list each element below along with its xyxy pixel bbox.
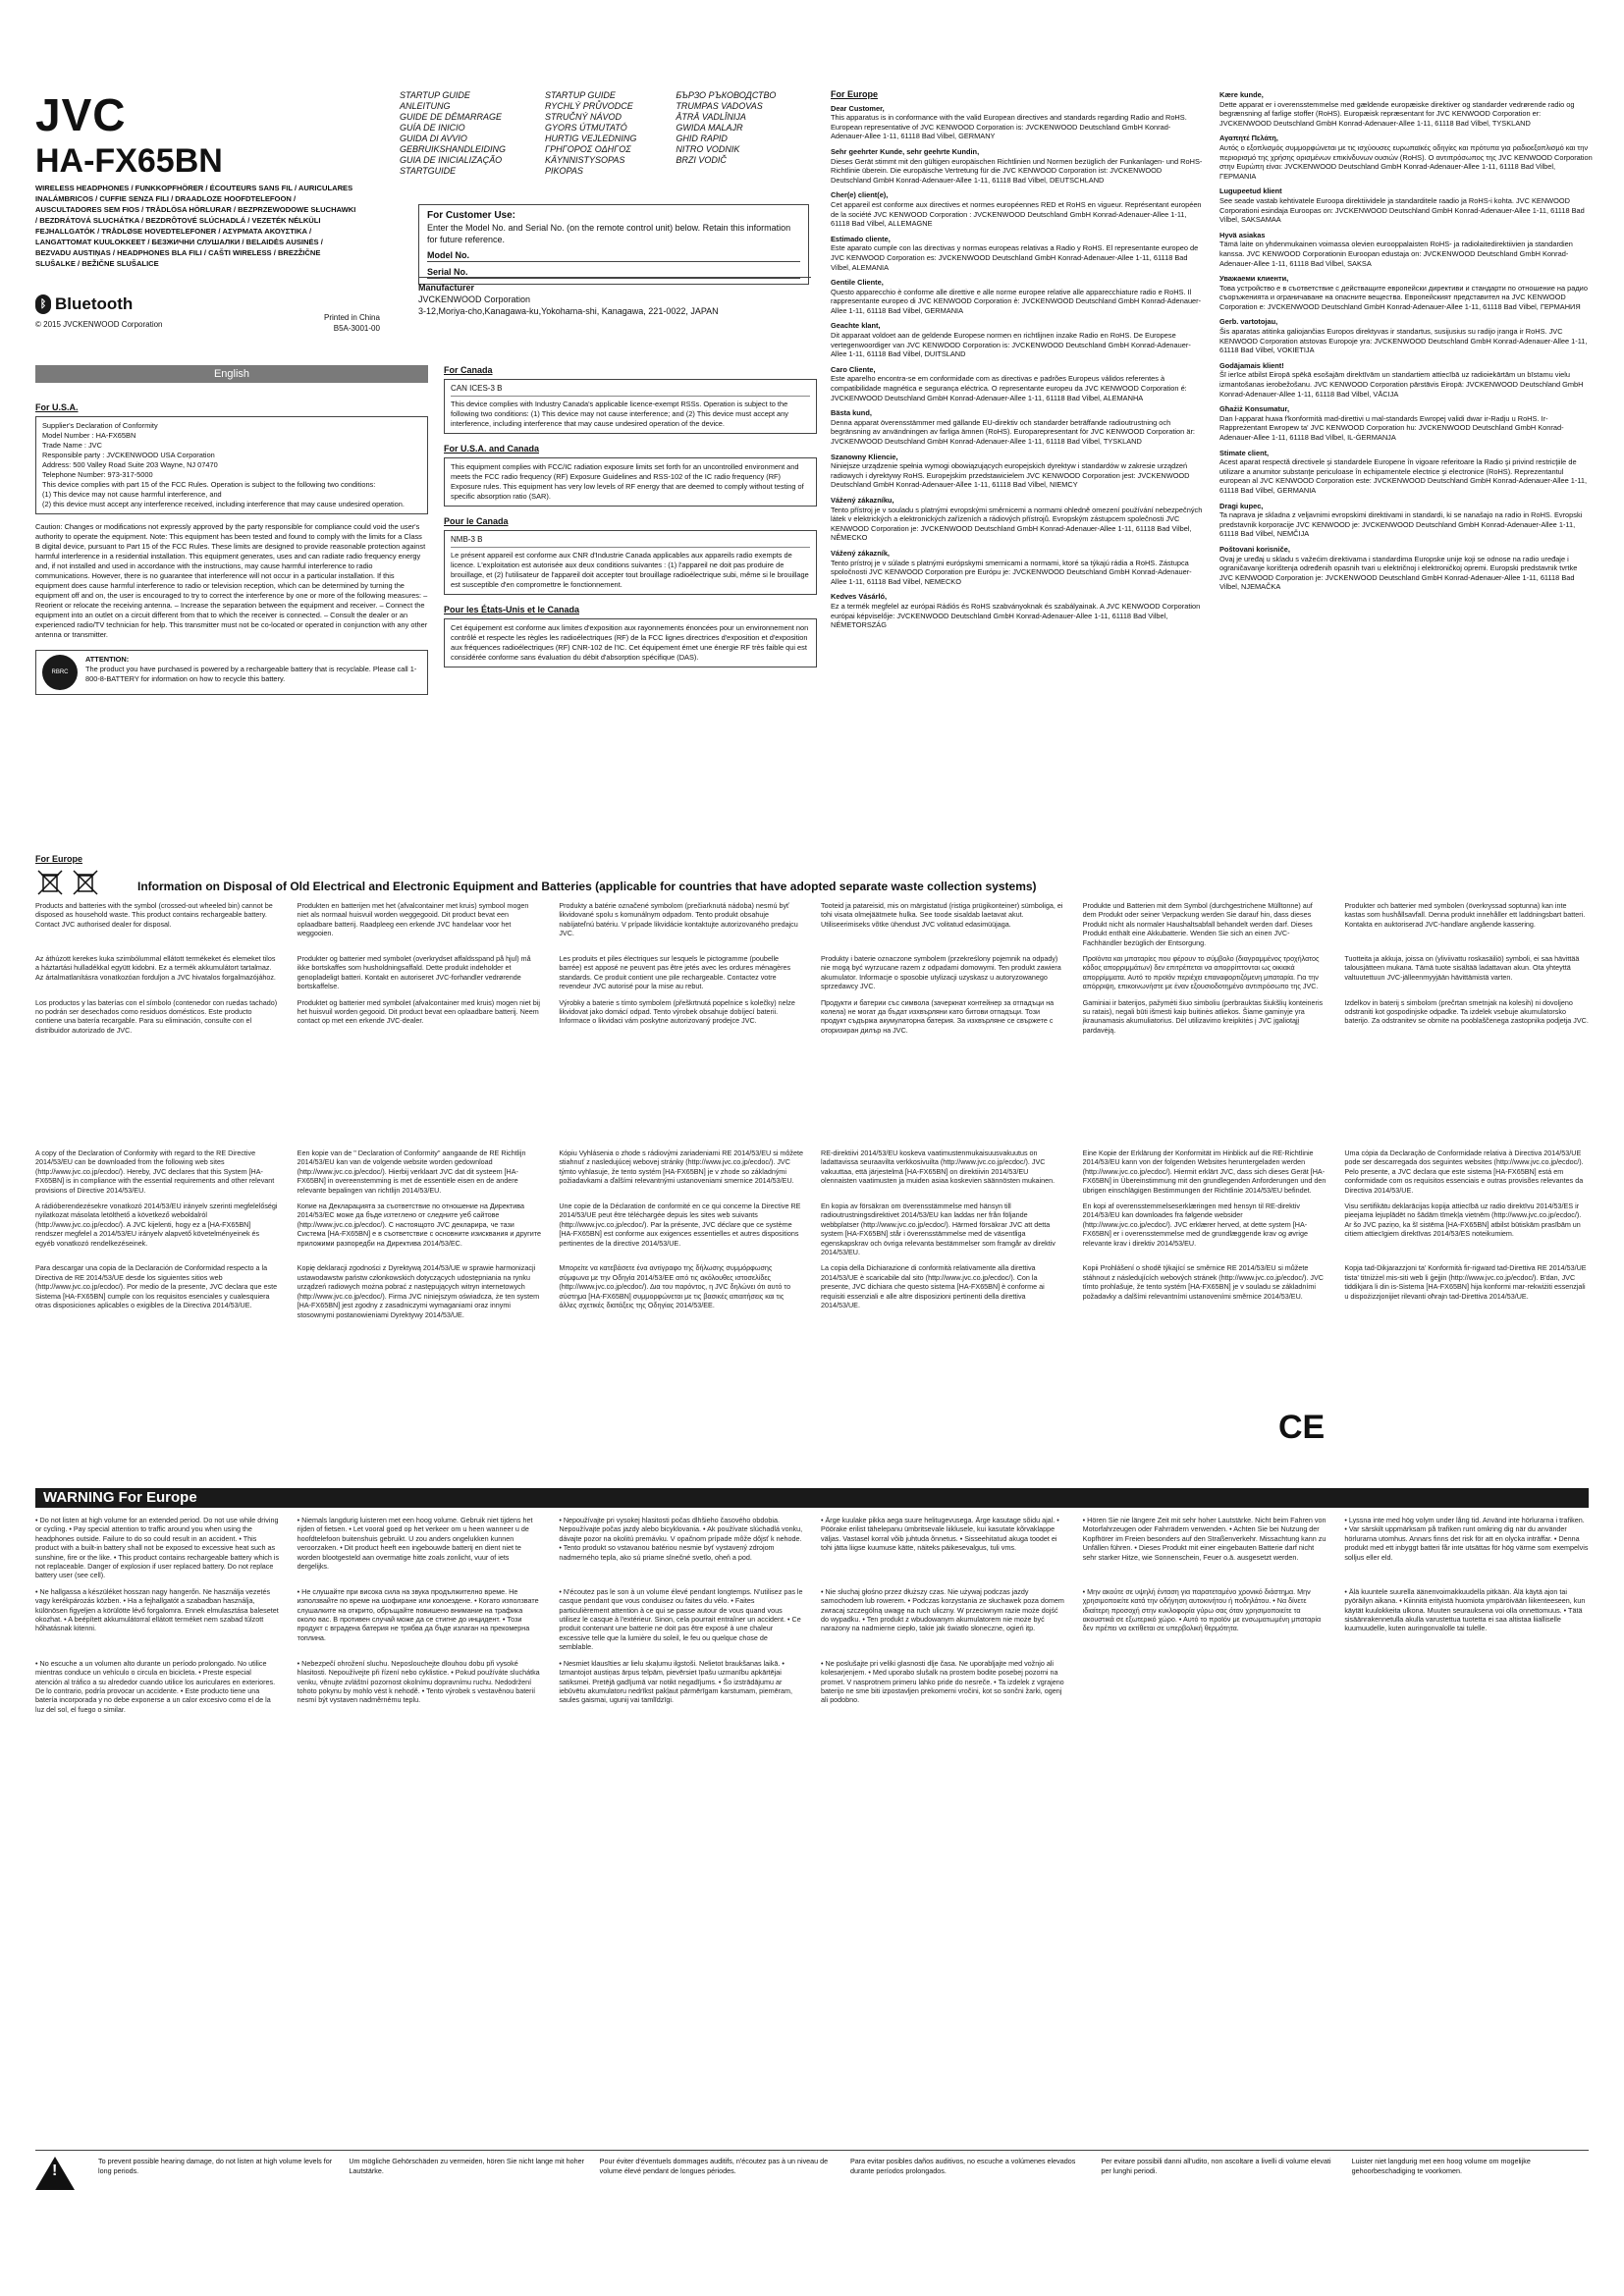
europe-entry-text: Tento přístroj je v souladu s platnými evropskými směrnicemi a normami ohledně omezení používání nebezpečných látek v elektrických a elektronických zařízeních a rádiových přístrojů. Evropským zástupcem společnosti JVC KENWOOD Corporation je: JVCKENWOOD Deutschland GmbH Konrad-Adenauer-Allee 1-11, 61118 Bad Vilbel, NĚMECKO <box>831 505 1203 543</box>
europe-entry-text: Niniejsze urządzenie spełnia wymogi obowiązujących europejskich dyrektyw i standardów w zakresie urządzeń radiowych i dyrektywy RoHS. Europejskim przedstawicielem JVC KENWOOD Corporation jest: JVCKENWOOD Deutschland GmbH Konrad-Adenauer-Allee 1-11, 61118 Bad Vilbel, NIEMCY <box>831 461 1190 490</box>
europe-entry-greeting: Szanowny Kliencie, <box>831 452 898 461</box>
europe-entry-greeting: Gerb. vartotojau, <box>1219 317 1278 327</box>
europe-entry-text: Denna apparat överensstämmer med gällande EU-direktiv och standarder beträffande radioutrustning och begränsning av användningen av farliga ämnen (RoHS). Europarepresentant för JVC KENWOOD Corporation är: JVCKENWOOD Deutschland GmbH Konrad-Adenauer-Allee 1-11, 61118 Bad Vilbel, TYSKLAND <box>831 417 1195 446</box>
disposal-paragraph: Produkty a batérie označené symbolom (prečiarknutá nádoba) nesmú byť likvidované spolu s komunálnym odpadom. Tento produkt obsahuje nabíjateľnú batériu. V prípade likvidácie kontaktujte autorizovaného predajcu JVC. <box>559 901 798 938</box>
europe-entry-text: Ta naprava je skladna z veljavnimi evropskimi direktivami in standardi, ki se nanašajo na radio in RoHS. Evropski predstavnik korporacije JVC KENWOOD je: JVCKENWOOD Deutschland GmbH Konrad-Adenauer-Allee 1-11, 61118 Bad Vilbel, NEMČIJA <box>1219 510 1583 539</box>
disposal-paragraph: Výrobky a baterie s tímto symbolem (přeškrtnutá popelnice s kolečky) nelze likvidovat jako domácí odpad. Tento výrobek obsahuje dobíjecí baterii. Informace o likvidaci vám poskytne autorizovaný prodejce JVC. <box>559 997 795 1026</box>
canada-section <box>444 365 817 677</box>
canada-box <box>444 379 817 434</box>
disposal-paragraph: Izdelkov in baterij s simbolom (prečrtan smetnjak na kolesih) ni dovoljeno odstraniti kot gospodinjske odpadke. Ta izdelek vsebuje akumulatorsko baterijo. Za odstranitev se obrnite na pooblaščenega zastopnika podjetja JVC. <box>1344 997 1589 1026</box>
usa-canada-box: This equipment complies with FCC/IC radiation exposure limits set forth for an uncontrolled environment and meets the FCC radio frequency (RF) Exposure Guidelines and RSS-102 of the IC radio frequency (RF) Exposure rules. This equipment has very low levels of RF energy that are deemed to comply without testing of specific absorption ratio (SAR). <box>444 457 817 507</box>
usa-heading: For U.S.A. <box>35 402 79 412</box>
europe-entry-greeting: Kære kunde, <box>1219 90 1264 99</box>
canada-text: This device complies with Industry Canada's applicable licence-exempt RSSs. Operation is subject to the following two conditions: (1) This device may not cause interference; and (2) This device must accept any interference, including interference that may cause undesired operation of the device. <box>451 400 788 428</box>
warning-paragraph: • Ne hallgassa a készüléket hosszan nagy hangerőn. Ne használja vezetés vagy kerékpározás közben. • Ha a fejhallgatót a szabadban használja, különösen figyeljen a körülötte lévő forgalomra. Ennek elmulasztása balesetet okozhat. • A beépített akkumulátorral ellátott terméket nem szabad túlzott hőhatásnak kitenni. <box>35 1586 279 1633</box>
europe-entry <box>1219 404 1593 442</box>
guide-title: GUIDA DI AVVIO <box>400 133 467 143</box>
language-bar-english: English <box>35 365 428 383</box>
canada-fr-heading: Pour le Canada <box>444 516 509 526</box>
europe-entry <box>1219 545 1593 592</box>
conformity-paragraph: A rádióberendezésekre vonatkozó 2014/53/EU irányelv szerinti megfelelőségi nyilatkozat másolata letölthető a következő weboldalról (http://www.jvc.co.jp/ecdoc/). A JVC kijelenti, hogy ez a [HA-FX65BN] rendszer megfelel a 2014/53/EU irányelv alapvető követelményeinek és egyéb vonatkozó rendelkezéseinek. <box>35 1201 278 1248</box>
europe-entry-greeting: Kedves Vásárló, <box>831 592 888 602</box>
manufacturer-address: 3-12,Moriya-cho,Kanagawa-ku,Yokohama-shi, Kanagawa, 221-0022, JAPAN <box>418 306 719 316</box>
guide-title: GUÍA DE INICIO <box>400 123 465 133</box>
guide-title: STRUČNÝ NÁVOD <box>545 112 623 122</box>
europe-entry-text: Това устройство е в съответствие с действащите европейски директиви и стандарти по отношение на радио съоръженията и ограничаване на опасните вещества. Европейският представител на JVC KENWOOD Corporation е: JVCKENWOOD Deutschland GmbH Konrad-Adenauer-Allee 1-11, 61118 Bad Vilbel, ГЕРМАНИЯ <box>1219 283 1588 311</box>
disposal-text-grid <box>35 901 1589 1041</box>
canada-fr-text: Le présent appareil est conforme aux CNR d'Industrie Canada applicables aux appareils radio exempts de licence. L'exploitation est autorisée aux deux conditions suivantes : (1) l'appareil ne doit pas produire de brouillage, et (2) l'utilisateur de l'appareil doit accepter tout brouillage radioélectrique subi, même si le brouillage est susceptible d'en compromettre le fonctionnement. <box>451 551 809 589</box>
warning-paragraph: • Do not listen at high volume for an extended period. Do not use while driving or cycling. • Pay special attention to traffic around you when using the headphones outside. Failure to do so could result in an accident. • This product with a built-in battery shall not be exposed to excessive heat such as sunshine, fire or the like. • This product contains rechargeable battery which is not replaceable. Danger of explosion if user replaced battery. Do not replace battery user (see cell). <box>35 1516 280 1580</box>
conformity-paragraph: Kópiu Vyhlásenia o zhode s rádiovými zariadeniami RE 2014/53/EU si môžete stiahnuť z nasledujúcej webovej stránky (http://www.jvc.co.jp/ecdoc/). JVC týmto vyhlasuje, že tento systém [HA-FX65BN] je v zhode so základnými požiadavkami a ďalšími relevantnými ustanoveniami smernice 2014/53/EU. <box>559 1148 803 1186</box>
hearing-warning-text: Luister niet langdurig met een hoog volume om mogelijke gehoorbeschadiging te voorkomen. <box>1351 2157 1531 2175</box>
bluetooth-logo <box>35 294 133 314</box>
attention-title: ATTENTION: <box>85 655 130 664</box>
disposal-paragraph: Produkter och batterier med symbolen (överkryssad soptunna) kan inte kastas som hushållsavfall. Denna produkt innehåller ett laddningsbart batteri. Kontakta en auktoriserad JVC-handlare angående kassering. <box>1344 901 1586 929</box>
europe-entry-greeting: Poštovani korisniče, <box>1219 544 1290 554</box>
guide-title: TRUMPAS VADOVAS <box>676 101 763 111</box>
guide-title: STARTUP GUIDE <box>400 90 470 100</box>
guide-title: БЪРЗО РЪКОВОДСТВО <box>676 90 777 100</box>
warning-paragraph: • Nesmiet klausīties ar lielu skaļumu ilgstoši. Nelietot braukšanas laikā. • Izmantojot austiņas ārpus telpām, pievērsiet īpašu uzmanību apkārtējai satiksmei. Pretējā gadījumā var notikt negadījums. • Šo izstrādājumu ar iebūvētu akumulatoru nedrīkst pakļaut pārmērīgam karstumam, piemēram, saules gaismai, ugunij vai tamlīdzīgi. <box>559 1658 793 1705</box>
warning-text-grid <box>35 1516 1589 1721</box>
europe-entry-text: Šis aparatas atitinka galiojančias Europos direktyvas ir standartus, susijusius su radijo įranga ir RoHS. JVC KENWOOD Corporation atstovas Europoje yra: JVCKENWOOD Deutschland GmbH Konrad-Adenauer-Allee 1-11, 61118 Bad Vilbel, VOKIETIJA <box>1219 327 1588 355</box>
hearing-warning-text: Per evitare possibili danni all'udito, non ascoltare a livelli di volume elevati per lunghi periodi. <box>1101 2157 1331 2175</box>
printed-info <box>324 312 380 334</box>
europe-entry-greeting: Geachte klant, <box>831 321 881 331</box>
conformity-paragraph: Une copie de la Déclaration de conformité en ce qui concerne la Directive RE 2014/53/UE peut être téléchargée depuis les sites web suivants (http://www.jvc.co.jp/ecdoc/). Par la présente, JVC déclare que ce système [HA-FX65BN] est conforme aux exigences essentielles et autres dispositions pertinentes de la directive 2014/53/UE. <box>559 1201 801 1248</box>
crossed-battery-bin-icon <box>71 870 100 895</box>
warning-paragraph: • N'écoutez pas le son à un volume élevé pendant longtemps. N'utilisez pas le casque pendant que vous conduisez ou faites du vélo. • Faites particulièrement attention à ce qui se passe autour de vous quand vous utilisez le casque à l'extérieur. Sinon, cela pourrait entraîner un accident. • Ce produit contenant une batterie ne doit pas être exposé à une chaleur excessive telle que la lumière du soleil, le feu ou quelque chose de semblable. <box>559 1586 803 1652</box>
guide-title: GYORS ÚTMUTATÓ <box>545 123 627 133</box>
europe-entry <box>1219 317 1593 354</box>
europe-entry-greeting: Għażiż Konsumatur, <box>1219 404 1290 414</box>
disposal-paragraph: Продукти и батерии със символа (зачеркнат контейнер за отпадъци на колела) не могат да бъдат изхвърляни като битови отпадъци. Този продукт съдържа акумулаторна батерия. За изхвърляне се свържете с оторизиран дилър на JVC. <box>821 997 1055 1035</box>
europe-entry-text: Tento prístroj je v súlade s platnými európskymi smernicami a normami, ktoré sa týkajú rádia a RoHS. Zástupca spoločnosti JVC KENWOOD Corporation pre Európu je: JVCKENWOOD Deutschland GmbH Konrad-Adenauer-Allee 1-11, 61118 Bad Vilbel, NEMECKO <box>831 558 1192 586</box>
canada-ices-id: CAN ICES-3 B <box>451 384 810 397</box>
europe-entry-greeting: Sehr geehrter Kunde, sehr geehrte Kundin, <box>831 146 980 156</box>
europe-entry-greeting: Vážený zákazník, <box>831 548 890 558</box>
attention-text: The product you have purchased is powered by a rechargeable battery that is recyclable. Please call 1-800-8-BATTERY for information on how to recycle this battery. <box>85 665 417 683</box>
guide-title: ANLEITUNG <box>400 101 451 111</box>
guide-title: PIKOPAS <box>545 166 583 176</box>
guide-title: RYCHLÝ PRŮVODCE <box>545 101 633 111</box>
disposal-europe-heading: For Europe <box>35 854 83 864</box>
conformity-paragraph: Para descargar una copia de la Declaración de Conformidad respecto a la Directiva de RE 2014/53/UE desde los siguientes sitios web (http://www.jvc.co.jp/ecdoc/). Por medio de la presente, JVC declara que este Sistema [HA-FX65BN] cumple con los requisitos esenciales y cualesquiera otras disposiciones aplicables o exigibles de la Directiva 2014/53/UE. <box>35 1263 278 1310</box>
europe-entry-text: Ez a termék megfelel az európai Rádiós és RoHS szabványoknak és szabályainak. A JVC KENWOOD Corporation európai képviselője: JVCKENWOOD Deutschland GmbH Konrad-Adenauer-Allee 1-11, 61118 Bad Vilbel, NÉMETORSZÁG <box>831 601 1201 630</box>
europe-entry <box>1219 133 1593 181</box>
europe-entry-greeting: Stimate client, <box>1219 448 1270 457</box>
europe-entry-text: Tämä laite on yhdenmukainen voimassa olevien eurooppalaisten RoHS- ja radiolaitedirektiivien ja standardien kanssa. JVC KENWOOD Corporationin Euroopan edustaja on: JVCKENWOOD Deutschland GmbH Konrad-Adenauer-Allee 1-11, 61118 Bad Vilbel, SAKSA <box>1219 240 1573 268</box>
guide-title: ĀTRĀ VADLĪNIJA <box>676 112 746 122</box>
model-number: HA-FX65BN <box>35 142 223 180</box>
europe-entry-text: Este aparelho encontra-se em conformidade com as directivas e padrões Europeus válidos referentes à compatibilidade magnética e segurança eléctrica. O representante europeu da JVC KENWOOD Corporation é: JVCKENWOOD Deutschland GmbH Konrad-Adenauer-Allee 1-11, 61118 Bad Vilbel, ALEMANHA <box>831 374 1187 402</box>
disposal-paragraph: Az áthúzott kerekes kuka szimbólummal ellátott termékeket és elemeket tilos a háztartási hulladékkal együtt kidobni. Ez a termék akkumulátort tartalmaz. Az ártalmatlanításra vonatkozóan forduljon a JVC hivatalos forgalmazójához. <box>35 954 276 982</box>
disposal-paragraph: Los productos y las baterías con el símbolo (contenedor con ruedas tachado) no podrán ser desechados como residuos domésticos. Este producto contiene una batería recargable. Para su eliminación, consulte con el distribuidor autorizado de JVC. <box>35 997 278 1035</box>
warning-paragraph: • Μην ακούτε σε υψηλή ένταση για παρατεταμένο χρονικό διάστημα. Μην χρησιμοποιείτε κατά την οδήγηση αυτοκινήτου ή ποδηλάτου. • Να δίνετε ιδιαίτερη προσοχή στην κυκλοφορία γύρω σας όταν χρησιμοποιείτε τα ακουστικά σε εξωτερικό χώρο. • Αυτό το προϊόν με ενσωματωμένη μπαταρία δεν πρέπει να εκτίθεται σε υπερβολική θερμότητα. <box>1082 1586 1322 1633</box>
conformity-paragraph: La copia della Dichiarazione di conformità relativamente alla direttiva 2014/53/UE è scaricabile dal sito (http://www.jvc.co.jp/ecdoc/). Con la presente, JVC dichiara che questo sistema [HA-FX65BN] è conforme ai requisiti essenziali e alle altre disposizioni pertinenti della direttiva 2014/53/UE. <box>821 1263 1045 1310</box>
disposal-paragraph: Produktet og batterier med symbolet (afvalcontainer med kruis) mogen niet bij het huisvuil worden gegooid. Dit product bevat een oplaadbare batterij. Neem contact op met een erkende JVC-dealer. <box>297 997 540 1026</box>
europe-entry-greeting: Lugupeetud klient <box>1219 187 1282 196</box>
warning-paragraph: • Не слушайте при висока сила на звука продължително време. Не използвайте по време на шофиране или колоездене. • Когато използвате слушалките на открито, обръщайте повишено внимание на трафика около вас. В противен случай може да се стигне до инцидент. • Този продукт с вградена батерия не трябва да бъде излаган на прекомерна топлина. <box>297 1586 539 1642</box>
warning-paragraph: • Hören Sie nie längere Zeit mit sehr hoher Lautstärke. Nicht beim Fahren von Motorfahrzeugen oder Fahrrädern verwenden. • Achten Sie bei Nutzung der Kopfhörer im Freien besonders auf den Straßenverkehr. Missachtung kann zu Unfällen führen. • Dieses Produkt mit einer eingebauten Batterie darf nicht sehr starker Hitze, wie Sonnenschein, Feuer o.ä. ausgesetzt werden. <box>1082 1516 1326 1562</box>
europe-entry <box>831 496 1204 543</box>
europe-entry <box>831 453 1204 490</box>
canada-fr-box <box>444 530 817 595</box>
copyright: © 2015 JVCKENWOOD Corporation <box>35 320 163 329</box>
conformity-paragraph: Een kopie van de " Declaration of Conformity" aangaande de RE Richtlijn 2014/53/EU kan van de volgende website worden gedownload (http://www.jvc.co.jp/ecdoc/). Hierbij verklaart JVC dat dit systeem [HA-FX65BN] in overeenstemming is met de essentiële eisen en de andere relevante bepalingen van richtlijn 2014/53/EU. <box>297 1148 526 1195</box>
disposal-paragraph: Les produits et piles électriques sur lesquels le pictogramme (poubelle barrée) est apposé ne peuvent pas être jetés avec les ordures ménagères standards. Ce produit contient une pile rechargeable. Contactez votre revendeur JVC autorisé pour la mise au rebut. <box>559 954 791 991</box>
serial-no-field: Serial No. <box>427 266 800 279</box>
europe-entry <box>831 190 1204 228</box>
disposal-paragraph: Products and batteries with the symbol (crossed-out wheeled bin) cannot be disposed as household waste. This product contains rechargeable battery. Contact JVC authorised dealer for disposal. <box>35 901 273 929</box>
guide-title: HURTIG VEJLEDNING <box>545 133 637 143</box>
conformity-paragraph: Μπορείτε να κατεβάσετε ένα αντίγραφο της δήλωσης συμμόρφωσης σύμφωνα με την Οδηγία 2014/53/ΕΕ από τις ακόλουθες ιστοσελίδες (http://www.jvc.co.jp/ecdoc/). Δια του παρόντος, η JVC δηλώνει ότι αυτό το σύστημα [HA-FX65BN] συμμορφώνεται με τις βασικές απαιτήσεις και τις άλλες σχετικές διατάξεις της Οδηγίας 2014/53/ΕΕ. <box>559 1263 791 1310</box>
warning-europe-bar: WARNING For Europe <box>35 1488 1589 1508</box>
conformity-paragraph: A copy of the Declaration of Conformity with regard to the RE Directive 2014/53/EU can be downloaded from the following web sites (http://www.jvc.co.jp/ecdoc/). Hereby, JVC declares that this System [HA-FX65BN] is in compliance with the essential requirements and other relevant provisions of Directive 2014/53/EU. <box>35 1148 275 1195</box>
manufacturer-name: JVCKENWOOD Corporation <box>418 294 531 304</box>
disposal-paragraph: Produkten en batterijen met het (afvalcontainer met kruis) symbool mogen niet als normaal huisvuil worden weggegooid. Dit product bevat een oplaadbare batterij. Raadpleeg een erkende JVC handelaar voor het weggooien. <box>297 901 529 938</box>
recycle-battery-icon: RBRC <box>42 655 78 690</box>
guide-column-3 <box>676 90 776 177</box>
disposal-paragraph: Produkter og batterier med symbolet (overkrydset affaldsspand på hjul) må ikke bortskaffes som husholdningsaffald. Dette produkt indeholder et genopladeligt batteri. Kontakt en autoriseret JVC-forhandler vedrørende bortskaffelse. <box>297 954 531 991</box>
printed-country: Printed in China <box>324 313 380 322</box>
battery-attention <box>35 650 428 695</box>
europe-entry-text: See seade vastab kehtivatele Euroopa direktiividele ja standarditele raadio ja RoHS-i kohta. JVC KENWOOD Corporationi esindaja Euroopas on: JVCKENWOOD Deutschland GmbH Konrad-Adenauer-Allee 1-11, 61118 Bad Vilbel, SAKSAMAA <box>1219 195 1585 225</box>
warning-paragraph: • Nepoužívajte pri vysokej hlasitosti počas dlhšieho časového obdobia. Nepoužívajte počas jazdy alebo bicyklovania. • Ak používate slúchadlá vonku, dávajte pozor na okolitú premávku. V opačnom prípade môže dôjsť k nehode. • Tento produkt so vstavanou batériou nesmie byť vystavený zdrojom nadmerného tepla, ako sú priame slnečné svetlo, oheň a pod. <box>559 1516 803 1562</box>
europe-entry-text: Acest aparat respectă directivele şi standardele Europene în vigoare referitoare la Radio şi privind restricţiile de utilizare a anumitor substanţe periculoase în echipamentele electrice şi electronice (RoHS). Reprezentantul european al JVC KENWOOD Corporation este: JVCKENWOOD Deutschland GmbH Konrad-Adenauer-Allee 1-11, 61118 Bad Vilbel, GERMANIA <box>1219 457 1588 495</box>
conformity-paragraph: Kopii Prohlášení o shodě týkající se směrnice RE 2014/53/EU si můžete stáhnout z následujících webových stránek (http://www.jvc.co.jp/ecdoc/). JVC tímto prohlašuje, že tento systém [HA-FX65BN] je v souladu se základními požadavky a dalšími relevantními ustanoveními směrnice 2014/53/EU. <box>1082 1263 1324 1301</box>
disposal-paragraph: Produkte und Batterien mit dem Symbol (durchgestrichene Mülltonne) auf dem Produkt oder seiner Verpackung werden Sie darauf hin, dass dieses Produkt nicht als normaler Haushaltsabfall behandelt werden darf. Dieses Produkt enthält eine Akkubatterie. Wenden Sie sich an einen JVC-Fachhändler bezüglich der Entsorgung. <box>1082 901 1313 947</box>
canada-nmb-id: NMB-3 B <box>451 535 810 548</box>
hearing-warning-text: Um mögliche Gehörschäden zu vermeiden, hören Sie nicht lange mit hoher Lautstärke. <box>349 2157 585 2175</box>
europe-entry-text: Ovaj je uređaj u skladu s važećim direktivama i standardima Europske unije koji se odnose na radio uređaje i ograničavanje korištenja određenih opasnih tvari u električnoj i elektroničkoj opremi. Europski predstavnik tvrtke JVC KENWOOD Corporation je: JVCKENWOOD Deutschland GmbH Konrad-Adenauer-Allee 1-11, 61118 Bad Vilbel, NJEMAČKA <box>1219 554 1578 592</box>
europe-entry <box>831 549 1204 586</box>
guide-titles <box>400 90 776 177</box>
usa-section <box>35 402 428 695</box>
europe-entry <box>831 147 1204 185</box>
europe-entry-greeting: Bästa kund, <box>831 408 872 418</box>
europe-entry-text: This apparatus is in conformance with the valid European directives and standards regarding Radio and RoHS. European representative of JVC KENWOOD Corporation is: JVCKENWOOD Deutschland GmbH Konrad-Adenauer-Allee 1-11, 61118 Bad Vilbel, GERMANY <box>831 113 1187 141</box>
europe-entry-text: Cet appareil est conforme aux directives et normes européennes RED et RoHS en vigueur. Représentant européen de la société JVC KENWOOD Corporation : JVCKENWOOD Deutschland GmbH Konrad-Adenauer-Allee 1-11, 61118 Bad Vilbel, ALLEMAGNE <box>831 199 1202 229</box>
conformity-paragraph: En kopia av försäkran om överensstämmelse med hänsyn till radioutrustningsdirektivet 2014/53/EU kan laddas ner från följande webbplatser (http://www.jvc.co.jp/ecdoc/). Härmed försäkrar JVC att detta system [HA-FX65BN] står i överensstämmelse med de väsentliga egenskapskrav och övriga relevanta bestämmelser som framgår av direktiv 2014/53/EU. <box>821 1201 1056 1257</box>
customer-use-title: For Customer Use: <box>427 210 516 221</box>
crossed-bin-icon <box>35 870 65 895</box>
conformity-paragraph: Uma cópia da Declaração de Conformidade relativa à Directiva 2014/53/UE pode ser descarregada dos seguintes websites (http://www.jvc.co.jp/ecdoc/). Pelo presente, a JVC declara que este sistema [HA-FX65BN] está em conformidade com os requisitos essenciais e outras provisões relevantes da Directiva 2014/53/UE. <box>1344 1148 1584 1195</box>
europe-entry <box>1219 187 1593 224</box>
disposal-paragraph: Produkty i baterie oznaczone symbolem (przekreślony pojemnik na odpady) nie mogą być wyrzucane razem z odpadami domowymi. Ten produkt zawiera akumulator. Informacje o sposobie utylizacji uzyskasz u autoryzowanego sprzedawcy JVC. <box>821 954 1061 991</box>
europe-entry <box>1219 502 1593 539</box>
warning-triangle-icon: ! <box>35 2157 75 2190</box>
europe-entry-text: Šī ierīce atbilst Eiropā spēkā esošajām direktīvām un standartiem attiecībā uz radioiekārtām un bīstamu vielu izmantošanas ierobežošanu. JVC KENWOOD Corporation pārstāvis Eiropā: JVCKENWOOD Deutschland GmbH Konrad-Adenauer-Allee 1-11, 61118 Bad Vilbel, VĀCIJA <box>1219 370 1584 399</box>
hearing-warning-text: Para evitar posibles daños auditivos, no escuche a volúmenes elevados durante períodos prolongados. <box>849 2157 1076 2175</box>
disposal-paragraph: Προϊόντα και μπαταρίες που φέρουν το σύμβολο (διαγραμμένος τροχήλατος κάδος απορριμμάτων) δεν επιτρέπεται να απορρίπτονται ως οικιακά απορρίμματα. Αυτό το προϊόν περιέχει επαναφορτιζόμενη μπαταρία. Για την απόρριψη, επικοινωνήστε με έναν εξουσιοδοτημένο αντιπρόσωπο της JVC. <box>1082 954 1320 991</box>
supplier-declaration: Supplier's Declaration of Conformity Model Number : HA-FX65BN Trade Name : JVC Responsible party : JVCKENWOOD USA Corporation Address: 500 Valley Road Suite 203 Wayne, NJ 07470 Telephone Number: 973-317-5000 This device complies with part 15 of the FCC Rules. Operation is subject to the following two conditions: (1) This device may not cause harmful interference, and (2) this device must accept any interference received, including interference that may cause undesired operation. <box>35 416 428 514</box>
brand-logo: JVC <box>35 89 127 140</box>
conformity-paragraph: RE-direktiivi 2014/53/EU koskeva vaatimustenmukaisuusvakuutus on ladattavissa seuraavilta verkkosivuilta (http://www.jvc.co.jp/ecdoc/). JVC vakuuttaa, että järjestelmä [HA-FX65BN] on direktiivin 2014/53/EU olennaisten vaatimusten ja muiden asiaa koskevien säännösten mukainen. <box>821 1148 1056 1186</box>
europe-entry-text: Αυτός ο εξοπλισμός συμμορφώνεται με τις ισχύουσες ευρωπαϊκές οδηγίες και πρότυπα για ραδιοεξοπλισμό και την περιορισμό της χρήσης ορισμένων επικίνδυνων ουσιών (RoHS). Ο αντιπρόσωπος της JVC KENWOOD Corporation στην Ευρώπη είναι: JVCKENWOOD Deutschland GmbH Konrad-Adenauer-Allee 1-11, 61118 Bad Vilbel, ΓΕΡΜΑΝΙΑ <box>1219 142 1593 181</box>
warning-paragraph: • Niemals langdurig luisteren met een hoog volume. Gebruik niet tijdens het rijden of fietsen. • Let vooral goed op het verkeer om u heen wanneer u de hoofdtelefoon buitenshuis gebruikt. U zou anders ongelukken kunnen veroorzaken. • Dit product heeft een ingebouwde batterij en dient niet te worden blootgesteld aan overmatige hitte zoals zonlicht, vuur of iets dergelijks. <box>297 1516 533 1572</box>
warning-paragraph: • No escuche a un volumen alto durante un período prolongado. No utilice mientras conduce un vehículo o circula en bicicleta. • Preste especial atención al tráfico a su alrededor cuando utilice los auriculares en exteriores. De lo contrario, podría provocar un accidente. • Este producto tiene una batería incorporada y no debe exponerse a un calor excesivo como el de la luz del sol, el fuego o similar. <box>35 1658 276 1714</box>
europe-entry <box>831 235 1204 272</box>
usa-canada-fr-box: Cet équipement est conforme aux limites d'exposition aux rayonnements énoncées pour un environnement non contrôlé et respecte les règles les radioélectriques (RF) de la FCC lignes directrices d'exposition et d'exposition aux fréquences radioélectriques (RF) CNR-102 de l'IC. Cet équipement émet une énergie RF très faible qui est considérée conforme sans évaluation du débit d'absorption spécifique (DAS). <box>444 618 817 667</box>
europe-entry-greeting: Cher(e) client(e), <box>831 190 889 200</box>
disposal-paragraph: Tooteid ja patareisid, mis on märgistatud (ristiga prügikonteiner) sümboliga, ei tohi visata olmejäätmete hulka. See toode sisaldab laetavat akut. Utiliseerimiseks võtke ühendust JVC volitatud edasimüüjaga. <box>821 901 1063 929</box>
warning-paragraph: • Nie słuchaj głośno przez dłuższy czas. Nie używaj podczas jazdy samochodem lub rowerem. • Podczas korzystania ze słuchawek poza domem zwracaj szczególną uwagę na ruch uliczny. W przeciwnym razie może dojść do wypadku. • Ten produkt z wbudowanym akumulatorem nie może być narażony na nadmierne ciepło, takie jak światło słoneczne, ogień itp. <box>821 1586 1064 1633</box>
guide-title: BRZI VODIČ <box>676 155 727 165</box>
guide-title: GHID RAPID <box>676 133 728 143</box>
europe-entry <box>831 321 1204 358</box>
conformity-paragraph: Kopię deklaracji zgodności z Dyrektywą 2014/53/UE w sprawie harmonizacji ustawodawstw państw członkowskich dotyczących udostępniania na rynku urządzeń radiowych można pobrać z następujących witryn internetowych (http://www.jvc.co.jp/ecdoc/). Firma JVC niniejszym oświadcza, że ten system [HA-FX65BN] jest zgodny z zasadniczymi wymaganiami oraz innymi stosownymi postanowieniami Dyrektywy 2014/53/UE. <box>297 1263 540 1319</box>
usa-canada-heading: For U.S.A. and Canada <box>444 444 540 454</box>
guide-title: STARTUP GUIDE <box>545 90 616 100</box>
fcc-caution: Caution: Changes or modifications not expressly approved by the party responsible for compliance could void the user's authority to operate the equipment. Note: This equipment has been tested and found to comply with the limits for a Class B digital device, pursuant to Part 15 of the FCC Rules. These limits are designed to provide reasonable protection against harmful interference in a residential installation. This equipment generates, uses and can radiate radio frequency energy and, if not installed and used in accordance with the instructions, may cause harmful interference to radio communications. However, there is no guarantee that interference will not occur in a particular installation. If this equipment does cause harmful interference to radio or television reception, which can be determined by turning the equipment off and on, the user is encouraged to try to correct the interference by one or more of the following measures: – Reorient or relocate the receiving antenna. – Increase the separation between the equipment and receiver. – Connect the equipment into an outlet on a circuit different from that to which the receiver is connected. – Consult the dealer or an experienced radio/TV technician for help. This transmitter must not be co-located or operated in conjunction with any other antenna or transmitter. <box>35 522 428 639</box>
manufacturer-title: Manufacturer <box>418 283 475 293</box>
europe-entry-greeting: Estimado cliente, <box>831 234 891 243</box>
guide-column-1 <box>400 90 506 177</box>
crossed-bin-icons <box>35 870 134 895</box>
model-no-field: Model No. <box>427 249 800 262</box>
document-code: B5A-3001-00 <box>333 324 380 333</box>
ce-mark: CE <box>1278 1409 1326 1446</box>
europe-column-2 <box>1219 90 1593 598</box>
customer-use-box <box>418 204 809 285</box>
hearing-warning-text: To prevent possible hearing damage, do not listen at high volume levels for long periods. <box>98 2157 333 2175</box>
warning-paragraph: • Ne poslušajte pri veliki glasnosti dlje časa. Ne uporabljajte med vožnjo ali kolesarjenjem. • Med uporabo slušalk na prostem bodite posebej pozorni na promet. V nasprotnem primeru lahko pride do nesreče. • Ta izdelek z vgrajeno baterijo ne sme biti izpostavljen prekomerni vročini, kot so sončni žarki, ogenj ali podobno. <box>821 1658 1064 1705</box>
europe-entry <box>831 104 1204 141</box>
europe-entry-greeting: Godājamais klient! <box>1219 360 1284 370</box>
europe-entry-greeting: Dear Customer, <box>831 103 885 113</box>
warning-paragraph: • Älä kuuntele suurella äänenvoimakkuudella pitkään. Älä käytä ajon tai pyöräilyn aikana. • Kiinnitä erityistä huomiota ympäröivään liikenteeseen, kun käytät kuulokkeita ulkona. Muuten seurauksena voi olla onnettomuus. • Tätä sisäänrakennetulla akulla varustettua tuotetta ei saa altistaa liialliselle kuumuudelle, kuten auringonvalolle tai tulelle. <box>1344 1586 1586 1633</box>
guide-title: GUIA DE INICIALIZAÇÃO <box>400 155 503 165</box>
disposal-paragraph: Tuotteita ja akkuja, joissa on (yliviivattu roskasäiliö) symboli, ei saa hävittää talousjätteen mukana. Tämä tuote sisältää ladattavan akun. Ota yhteyttä valtuutettuun JVC-jälleenmyyjään hävittämistä varten. <box>1344 954 1580 982</box>
guide-title: GUIDE DE DÉMARRAGE <box>400 112 503 122</box>
europe-entry-greeting: Gentile Cliente, <box>831 278 884 288</box>
guide-title: NITRO VODNIK <box>676 144 740 154</box>
conformity-paragraph: Visu sertifikātu deklarācijas kopija attiecībā uz radio direktīvu 2014/53/ES ir pieejama lejuplādēt no šādām tīmekļa vietnēm (http://www.jvc.co.jp/ecdoc/). Ar šo JVC paziņo, ka šī sistēma [HA-FX65BN] atbilst būtiskām prasībām un citiem attiecīgiem direktīvas 2014/53/ES noteikumiem. <box>1344 1201 1582 1239</box>
europe-entry-greeting: Dragi kupec, <box>1219 501 1264 510</box>
europe-entry <box>1219 449 1593 496</box>
customer-use-text: Enter the Model No. and Serial No. (on the remote control unit) below. Retain this information for future reference. <box>427 223 791 244</box>
europe-entry-text: Dit apparaat voldoet aan de geldende Europese normen en richtlijnen inzake Radio en RoHS. De Europese vertegenwoordiger van JVC KENWOOD Corporation is: JVCKENWOOD Deutschland GmbH Konrad-Adenauer-Allee 1-11, 61118 Bad Vilbel, DUITSLAND <box>831 331 1191 359</box>
europe-entry-greeting: Vážený zákazníku, <box>831 495 894 505</box>
canada-heading: For Canada <box>444 365 493 375</box>
conformity-paragraph: Копие на Декларацията за съответствие по отношение на Директива 2014/53/ЕС може да бъде изтеглено от следните уеб сайтове (http://www.jvc.co.jp/ecdoc/). С настоящото JVC декларира, че тази Система [HA-FX65BN] е в съответствие с основните изисквания и другите приложими разпоредби на Директива 2014/53/ЕС. <box>297 1201 541 1248</box>
hearing-warning-text: Pour éviter d'éventuels dommages auditifs, n'écoutez pas à un niveau de volume élevé pendant de longues périodes. <box>599 2157 829 2175</box>
europe-entry-text: Dan l-apparat huwa f'konformità mad-direttivi u mal-standards Ewropej validi dwar ir-Radju u RoHS. Ir-Rappreżentant Ewropew ta' JVC KENWOOD Corporation hu: JVCKENWOOD Deutschland GmbH Konrad-Adenauer-Allee 1-11, 61118 Bad Vilbel, IL-ĠERMANJA <box>1219 413 1564 442</box>
conformity-paragraph: En kopi af overensstemmelseserklæringen med hensyn til RE-direktiv 2014/53/EU kan downloades fra følgende websider (http://www.jvc.co.jp/ecdoc/). JVC erklærer herved, at dette system [HA-FX65BN] er i overensstemmelse med de grundlæggende krav og øvrige relevante krav i direktiv 2014/53/EU. <box>1082 1201 1308 1248</box>
disposal-title: Information on Disposal of Old Electrical and Electronic Equipment and Batteries (applicable for countries that have adopted separate waste collection systems) <box>137 880 1037 893</box>
warning-paragraph: • Ärge kuulake pikka aega suure helitugevusega. Ärge kasutage sõidu ajal. • Pöörake erilist tähelepanu ümbritsevale liiklusele, kui kasutate kõrvaklappe väljas. Vastasel korral võib juhtuda õnnetus. • Sisseehitatud akuga toodet ei tohi jätta liigse kuumuse kätte, näiteks päikesevalgus, tuli vms. <box>821 1516 1059 1553</box>
europe-entry-greeting: Αγαπητέ Πελάτη, <box>1219 133 1278 143</box>
europe-entry-text: Dieses Gerät stimmt mit den gültigen europäischen Richtlinien und Normen bezüglich der Funkanlagen- und RoHS-Richtlinie überein. Die europäische Vertretung für die JVC KENWOOD Corporation ist: JVCKENWOOD Deutschland GmbH Konrad-Adenauer-Allee 1-11, 61118 Bad Vilbel, DEUTSCHLAND <box>831 156 1203 185</box>
guide-title: KÄYNNISTYSOPAS <box>545 155 625 165</box>
warning-paragraph: • Lyssna inte med hög volym under lång tid. Använd inte hörlurarna i trafiken. • Var särskilt uppmärksam på trafiken runt omkring dig när du använder hörlurarna utomhus. Annars finns det risk för att en olycka inträffar. • Denna produkt med ett inbyggt batteri får inte utsättas för hög värme som exempelvis solljus eller eld. <box>1344 1516 1589 1562</box>
bluetooth-label: Bluetooth <box>55 294 134 313</box>
europe-column-1 <box>831 90 1204 636</box>
guide-title: ΓΡΗΓΟΡΟΣ ΟΔΗΓΟΣ <box>545 144 631 154</box>
conformity-paragraph: Eine Kopie der Erklärung der Konformität im Hinblick auf die RE-Richtlinie 2014/53/EU kann von der folgenden Websites heruntergeladen werden (http://www.jvc.co.jp/ecdoc/). Hiermit erklärt JVC, dass sich dieses Gerät [HA-FX65BN] in Übereinstimmung mit den grundlegenden Anforderungen und den übrigen einschlägigen Bestimmungen der Richtlinie 2014/53/EU befindet. <box>1082 1148 1326 1195</box>
conformity-text-grid <box>35 1148 1589 1326</box>
europe-heading: For Europe <box>831 89 879 99</box>
usa-canada-fr-heading: Pour les États-Unis et le Canada <box>444 605 580 614</box>
hearing-warning-row <box>35 2150 1589 2190</box>
guide-column-2 <box>545 90 636 177</box>
europe-entry <box>1219 274 1593 311</box>
europe-entry-text: Questo apparecchio è conforme alle direttive e alle norme europee relative alle apparecchiature radio e RoHS. Il rappresentante europeo di JVC KENWOOD Corporation è: JVCKENWOOD Deutschland GmbH Konrad-Adenauer-Allee 1-11, 61118 Bad Vilbel, GERMANIA <box>831 287 1202 315</box>
europe-entry-text: Dette apparat er i overensstemmelse med gældende europæiske direktiver og standarder vedrørende radio og begrænsning af farlige stoffer (RoHS). Europæisk repræsentant for JVC KENWOOD Corporation er: JVCKENWOOD Deutschland GmbH Konrad-Adenauer-Allee 1-11, 61118 Bad Vilbel, TYSKLAND <box>1219 99 1575 128</box>
europe-entry <box>1219 90 1593 128</box>
warning-paragraph: • Nebezpečí ohrožení sluchu. Neposlouchejte dlouhou dobu při vysoké hlasitosti. Nepoužívejte při řízení nebo cyklistice. • Pokud používáte sluchátka venku, věnujte zvláštní pozornost okolnímu dopravnímu ruchu. Nedodržení tohoto pokynu by mohlo vést k nehodě. • Tento výrobek s vestavěnou baterií nesmí být vystaven nadměrnému teplu. <box>297 1658 540 1705</box>
europe-entry-text: Este aparato cumple con las directivas y normas europeas relativas a Radio y RoHS. El representante europeo de JVC KENWOOD Corporation es: JVCKENWOOD Deutschland GmbH Konrad-Adenauer-Allee 1-11, 61118 Bad Vilbel, ALEMANIA <box>831 243 1199 272</box>
europe-entry-greeting: Уважаеми клиенти, <box>1219 274 1289 284</box>
conformity-paragraph: Kopja tad-Dikjarazzjoni ta' Konformità fir-rigward tad-Direttiva RE 2014/53/UE tista' titniżżel mis-siti web li ġejjin (http://www.jvc.co.jp/ecdoc/). B'dan, JVC tiddikjara li din is-Sistema [HA-FX65BN] hija konformi mar-rekwiżiti essenzjali u dispożizzjonijiet rilevanti oħrajn tad-Direttiva 2014/53/UE. <box>1344 1263 1587 1301</box>
manufacturer-box <box>418 277 811 317</box>
guide-title: GWIDA MALAJR <box>676 123 743 133</box>
europe-entry <box>1219 361 1593 399</box>
europe-entry-greeting: Caro Cliente, <box>831 364 876 374</box>
bluetooth-icon: ᛒ <box>35 294 51 314</box>
europe-entry <box>831 408 1204 446</box>
disposal-paragraph: Gaminiai ir baterijos, pažymėti šiuo simboliu (perbrauktas šiukšlių konteineris su ratais), negali būti išmesti kaip buitinės atliekos. Šiame gaminyje yra įkraunamasis akumuliatorius. Dėl utilizavimo kreipkitės į JVC įgaliotąjį pardavėją. <box>1082 997 1324 1035</box>
guide-title: GEBRUIKSHANDLEIDING <box>400 144 507 154</box>
product-names: WIRELESS HEADPHONES / FUNKKOPFHÖRER / ÉCOUTEURS SANS FIL / AURICULARES INALÁMBRICOS / CUFFIE SENZA FILI / DRAADLOZE HOOFDTELEFOON / AUSCULTADORES SEM FIOS / TRÅDLÖSA HÖRLURAR / BEZPRZEWODOWE SŁUCHAWKI / BEZDRÁTOVÁ SLUCHÁTKA / BEZDRÔTOVÉ SLÚCHADLÁ / VEZETÉK NÉLKÜLI FEJHALLGATÓK / TRÅDLØSE HOVEDTELEFONER / ΑΣΥΡΜΑΤΑ ΑΚΟΥΣΤΙΚΑ / LANGATTOMAT KUULOKKEET / БЕЗЖИЧНИ СЛУШАЛКИ / BELAIDĖS AUSINĖS / BEZVADU AUSTIŅAS / HEADPHONES BLA FILI / CAŠTI WIRELESS / BREZŽIČNE SLUŠALKE / BEŽIČNE SLUŠALICE <box>35 184 356 268</box>
europe-entry <box>831 592 1204 629</box>
europe-entry <box>831 278 1204 315</box>
europe-entry-greeting: Hyvä asiakas <box>1219 230 1266 240</box>
guide-title: STARTGUIDE <box>400 166 457 176</box>
europe-entry <box>1219 231 1593 268</box>
europe-entry <box>831 365 1204 402</box>
